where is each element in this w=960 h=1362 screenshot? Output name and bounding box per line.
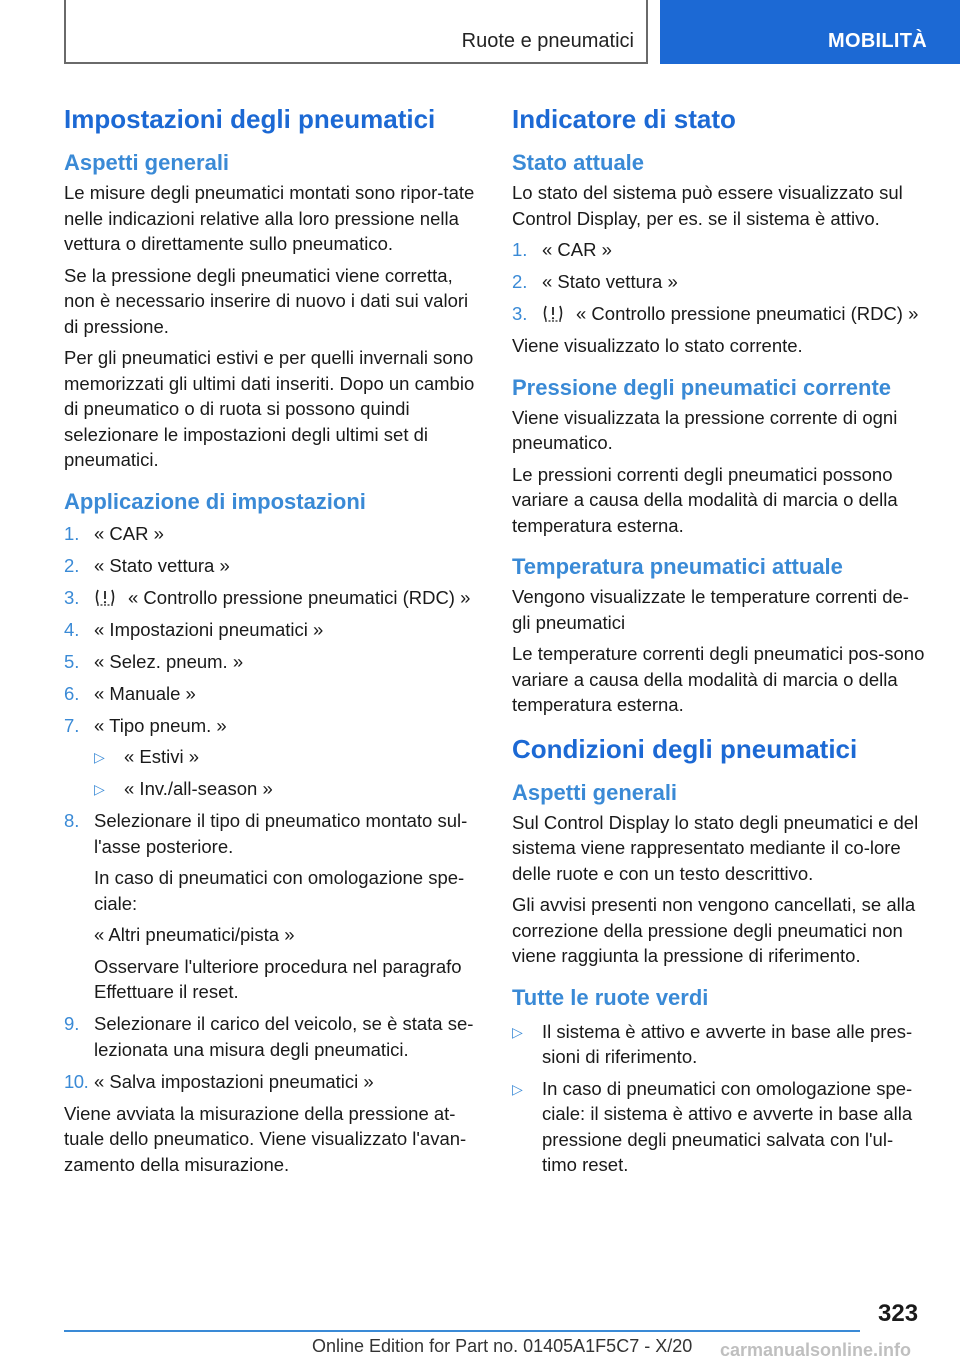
footer-divider bbox=[64, 1330, 860, 1332]
list-item bbox=[512, 301, 926, 327]
step-text: « Controllo pressione pneumatici (RDC) » bbox=[576, 303, 919, 324]
tire-type-sublist bbox=[94, 744, 482, 802]
header-section-box bbox=[64, 0, 648, 64]
chapter-title: MOBILITÀ bbox=[828, 30, 928, 52]
heading-status-indicator: Indicatore di stato bbox=[512, 104, 736, 134]
list-item bbox=[64, 649, 482, 675]
heading-apply-settings: Applicazione di impostazioni bbox=[64, 488, 366, 514]
list-item bbox=[94, 776, 482, 802]
step-number: 3. bbox=[64, 586, 80, 608]
settings-steps-list bbox=[64, 521, 482, 1095]
paragraph: Le misure degli pneumatici montati sono ripor-tate nelle indicazioni relative alla loro pressione nella vettura o direttamente sullo pneumatico. bbox=[64, 182, 475, 254]
triangle-bullet-icon: ▷ bbox=[512, 1080, 523, 1097]
bullet-text: In caso di pneumatici con omologazione spe-ciale: il sistema è attivo e avverte in base alla pressione degli pneumatici salvata con l'ul-timo reset. bbox=[542, 1077, 913, 1175]
paragraph: Gli avvisi presenti non vengono cancellati, se alla correzione della pressione degli pneumatici non viene raggiunta la pressione di riferimento. bbox=[512, 894, 916, 966]
step-number: 5. bbox=[64, 650, 80, 672]
paragraph: Le temperature correnti degli pneumatici pos-sono variare a causa della modalità di marcia o della temperatura esterna. bbox=[512, 643, 925, 715]
step-number: 1. bbox=[64, 522, 80, 544]
watermark: carmanualsonline.info bbox=[720, 1340, 912, 1360]
paragraph: Lo stato del sistema può essere visualizzato sul Control Display, per es. se il sistema è attivo. bbox=[512, 182, 903, 229]
list-item bbox=[512, 1019, 926, 1070]
sub-item-text: « Inv./all-season » bbox=[124, 778, 273, 799]
step-text: « Tipo pneum. » bbox=[94, 714, 227, 736]
right-column bbox=[512, 98, 926, 1184]
step-number: 3. bbox=[512, 303, 528, 324]
green-wheels-list bbox=[512, 1019, 926, 1178]
section-title: Ruote e pneumatici bbox=[461, 30, 634, 52]
list-item bbox=[512, 1076, 926, 1178]
heading-all-wheels-green: Tutte le ruote verdi bbox=[512, 984, 709, 1010]
step-text: Selezionare il carico del veicolo, se è stata se-lezionata una misura degli pneumatici. bbox=[94, 1013, 474, 1060]
list-item bbox=[64, 617, 482, 643]
paragraph: Vengono visualizzate le temperature correnti de-gli pneumatici bbox=[512, 586, 909, 633]
step-text: « Stato vettura » bbox=[542, 271, 678, 292]
list-item bbox=[64, 808, 482, 1005]
heading-tire-conditions: Condizioni degli pneumatici bbox=[512, 733, 858, 764]
step-number: 10. bbox=[64, 1070, 89, 1092]
step-text: « Impostazioni pneumatici » bbox=[94, 618, 324, 640]
paragraph: Se la pressione degli pneumatici viene corretta, non è necessario inserire di nuovo i dati sui valori di pressione. bbox=[64, 264, 469, 337]
list-item bbox=[64, 681, 482, 707]
step-number: 8. bbox=[64, 810, 80, 831]
list-item bbox=[512, 237, 926, 263]
paragraph: Per gli pneumatici estivi e per quelli invernali sono memorizzati gli ultimi dati inseriti. Dopo un cambio di pneumatico o di ruota si possono quindi selezionare le impostazioni degli ultimi set di pneumatici. bbox=[64, 347, 475, 470]
list-item bbox=[64, 1011, 482, 1062]
step-number: 1. bbox=[512, 239, 528, 260]
left-column bbox=[64, 98, 482, 1183]
bullet-text: Il sistema è attivo e avverte in base alle pres-sioni di riferimento. bbox=[542, 1020, 913, 1067]
step-text: « Salva impostazioni pneumatici » bbox=[94, 1070, 374, 1092]
sub-item-text: « Estivi » bbox=[124, 746, 200, 767]
heading-current-status: Stato attuale bbox=[512, 150, 645, 175]
tire-pressure-warning-icon bbox=[542, 304, 564, 322]
heading-general-aspects: Aspetti generali bbox=[64, 150, 230, 175]
step-text: « Controllo pressione pneumatici (RDC) » bbox=[128, 586, 471, 608]
step-text: « Stato vettura » bbox=[94, 554, 230, 576]
list-item bbox=[64, 521, 482, 547]
heading-tire-settings: Impostazioni degli pneumatici bbox=[64, 104, 436, 134]
heading-general-aspects: Aspetti generali bbox=[512, 779, 678, 805]
list-item bbox=[94, 744, 482, 770]
list-item bbox=[64, 713, 482, 802]
step-text: « Selez. pneum. » bbox=[94, 650, 244, 672]
paragraph: Viene avviata la misurazione della pressione at-tuale dello pneumatico. Viene visualizzato l'avan-zamento della misurazione. bbox=[64, 1102, 467, 1175]
triangle-bullet-icon: ▷ bbox=[512, 1023, 523, 1040]
step-number: 4. bbox=[64, 618, 80, 640]
tire-pressure-warning-icon bbox=[94, 588, 116, 606]
step-number: 2. bbox=[64, 554, 80, 576]
list-item bbox=[64, 585, 482, 611]
step-note: Osservare l'ulteriore procedura nel paragrafo Effettuare il reset. bbox=[94, 955, 462, 1002]
step-note: In caso di pneumatici con omologazione spe-ciale: bbox=[94, 867, 465, 914]
heading-current-pressure: Pressione degli pneumatici corrente bbox=[512, 374, 892, 400]
list-item bbox=[512, 269, 926, 295]
paragraph: Viene visualizzato lo stato corrente. bbox=[512, 335, 803, 356]
status-steps-list bbox=[512, 237, 926, 327]
list-item bbox=[64, 553, 482, 579]
triangle-bullet-icon: ▷ bbox=[94, 781, 105, 797]
step-text: Selezionare il tipo di pneumatico montato sul-l'asse posteriore. bbox=[94, 810, 468, 857]
step-text: « Manuale » bbox=[94, 682, 196, 704]
step-text: « CAR » bbox=[542, 239, 612, 260]
paragraph: Le pressioni correnti degli pneumatici possono variare a causa della modalità di marcia o della temperatura esterna. bbox=[512, 463, 898, 536]
page-number: 323 bbox=[878, 1300, 919, 1327]
paragraph: Viene visualizzata la pressione corrente di ogni pneumatico. bbox=[512, 406, 898, 453]
paragraph: Sul Control Display lo stato degli pneumatici e del sistema viene rappresentato mediante il co-lore delle ruote e con un testo descrittivo. bbox=[512, 811, 919, 884]
step-number: 6. bbox=[64, 682, 80, 704]
step-number: 2. bbox=[512, 271, 528, 292]
step-note: « Altri pneumatici/pista » bbox=[94, 924, 295, 945]
step-number: 9. bbox=[64, 1013, 80, 1034]
footer-edition: Online Edition for Part no. 01405A1F5C7 - X/20 bbox=[312, 1336, 693, 1356]
step-text: « CAR » bbox=[94, 522, 164, 544]
triangle-bullet-icon: ▷ bbox=[94, 749, 105, 765]
step-number: 7. bbox=[64, 714, 80, 736]
list-item bbox=[64, 1069, 482, 1095]
heading-current-temperature: Temperatura pneumatici attuale bbox=[512, 554, 843, 579]
header-chapter-tab bbox=[660, 0, 960, 64]
